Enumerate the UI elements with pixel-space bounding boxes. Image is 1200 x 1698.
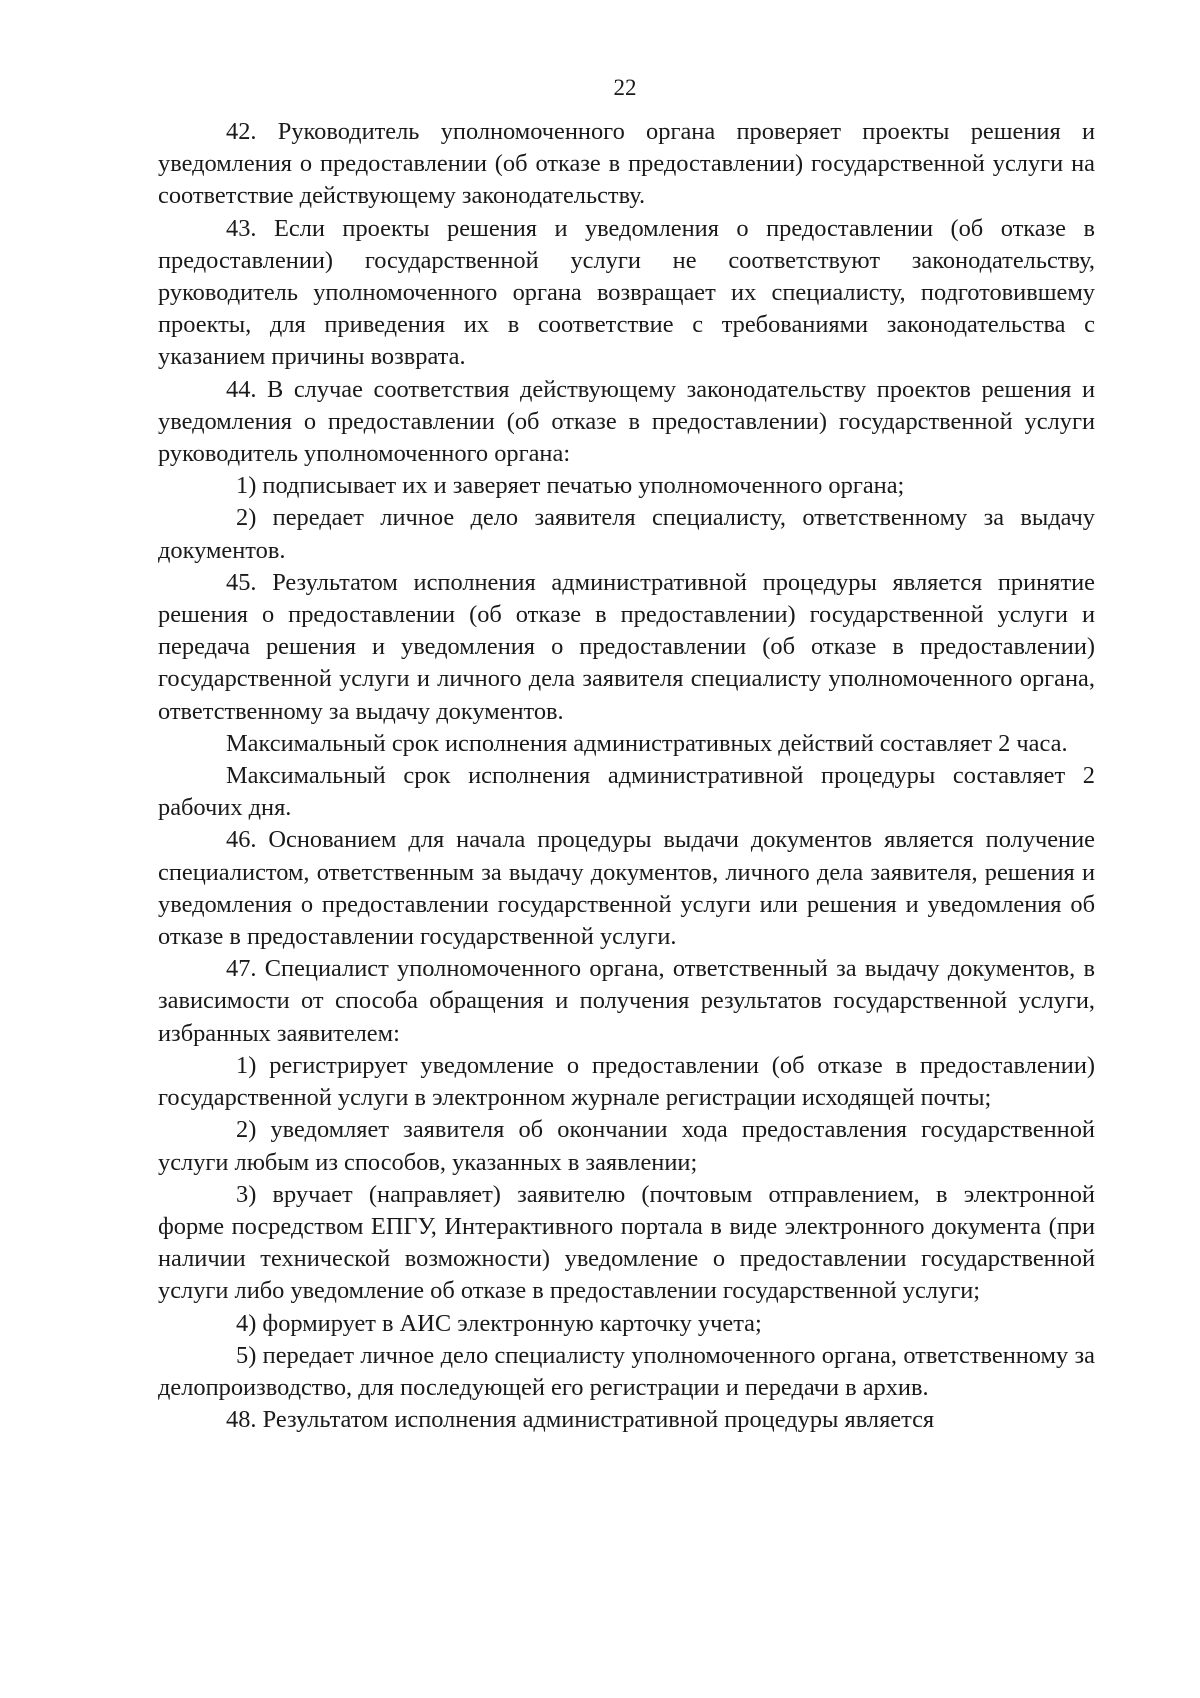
paragraph-44-item-1: 1) подписывает их и заверяет печатью уполномоченного органа; [236, 472, 905, 500]
paragraph-47-item-3: 3) вручает (направляет) заявителю (почтовым отправлением, в электронной форме посредством ЕПГУ, Интерактивного портала в виде электронного документа (при наличии технической возможности) уведомление о предоставлении государственной услуги либо уведомление об отказе в предоставлении государственной услуги; [158, 1180, 1095, 1305]
paragraph-45: 45. Результатом исполнения административной процедуры является принятие решения о предоставлении (об отказе в предоставлении) государственной услуги и передача решения и уведомления о предоставлении (об отказе в предоставлении) государственной услуги и личного дела заявителя специалисту уполномоченного органа, ответственному за выдачу документов. [158, 568, 1095, 725]
paragraph-44: 44. В случае соответствия действующему законодательству проектов решения и уведомления о предоставлении (об отказе в предоставлении) государственной услуги руководитель уполномоченного органа: [158, 375, 1095, 468]
paragraph-42: 42. Руководитель уполномоченного органа проверяет проекты решения и уведомления о предоставлении (об отказе в предоставлении) государственной услуги на соответствие действующему законодательству. [158, 118, 1095, 210]
paragraph-43: 43. Если проекты решения и уведомления о предоставлении (об отказе в предоставлении) государственной услуги не соответствуют законодательству, руководитель уполномоченного органа возвращает их специалисту, подготовившему проекты, для приведения их в соответствие с требованиями законодательства с указанием причины возврата. [158, 214, 1095, 371]
document-body [158, 116, 1095, 1436]
paragraph-44-item-2: 2) передает личное дело заявителя специалисту, ответственному за выдачу документов. [158, 504, 1095, 564]
paragraph-45-max-time-actions: Максимальный срок исполнения административных действий составляет 2 часа. [226, 729, 1068, 757]
paragraph-46: 46. Основанием для начала процедуры выдачи документов является получение специалистом, ответственным за выдачу документов, личного дела заявителя, решения и уведомления о предоставлении государственной услуги или решения и уведомления об отказе в предоставлении государственной услуги. [158, 826, 1095, 951]
paragraph-47: 47. Специалист уполномоченного органа, ответственный за выдачу документов, в зависимости от способа обращения и получения результатов государственной услуги, избранных заявителем: [158, 955, 1095, 1047]
paragraph-47-item-1: 1) регистрирует уведомление о предоставлении (об отказе в предоставлении) государственной услуги в электронном журнале регистрации исходящей почты; [158, 1051, 1095, 1112]
paragraph-45-max-time-procedure: Максимальный срок исполнения административной процедуры составляет 2 рабочих дня. [158, 762, 1095, 822]
page-number: 22 [613, 75, 637, 100]
paragraph-47-item-2: 2) уведомляет заявителя об окончании хода предоставления государственной услуги любым из способов, указанных в заявлении; [158, 1116, 1095, 1176]
paragraph-47-item-4: 4) формирует в АИС электронную карточку учета; [236, 1309, 762, 1337]
paragraph-48: 48. Результатом исполнения административной процедуры является [226, 1406, 935, 1434]
paragraph-47-item-5: 5) передает личное дело специалисту уполномоченного органа, ответственному за делопроизводство, для последующей его регистрации и передачи в архив. [158, 1341, 1095, 1401]
